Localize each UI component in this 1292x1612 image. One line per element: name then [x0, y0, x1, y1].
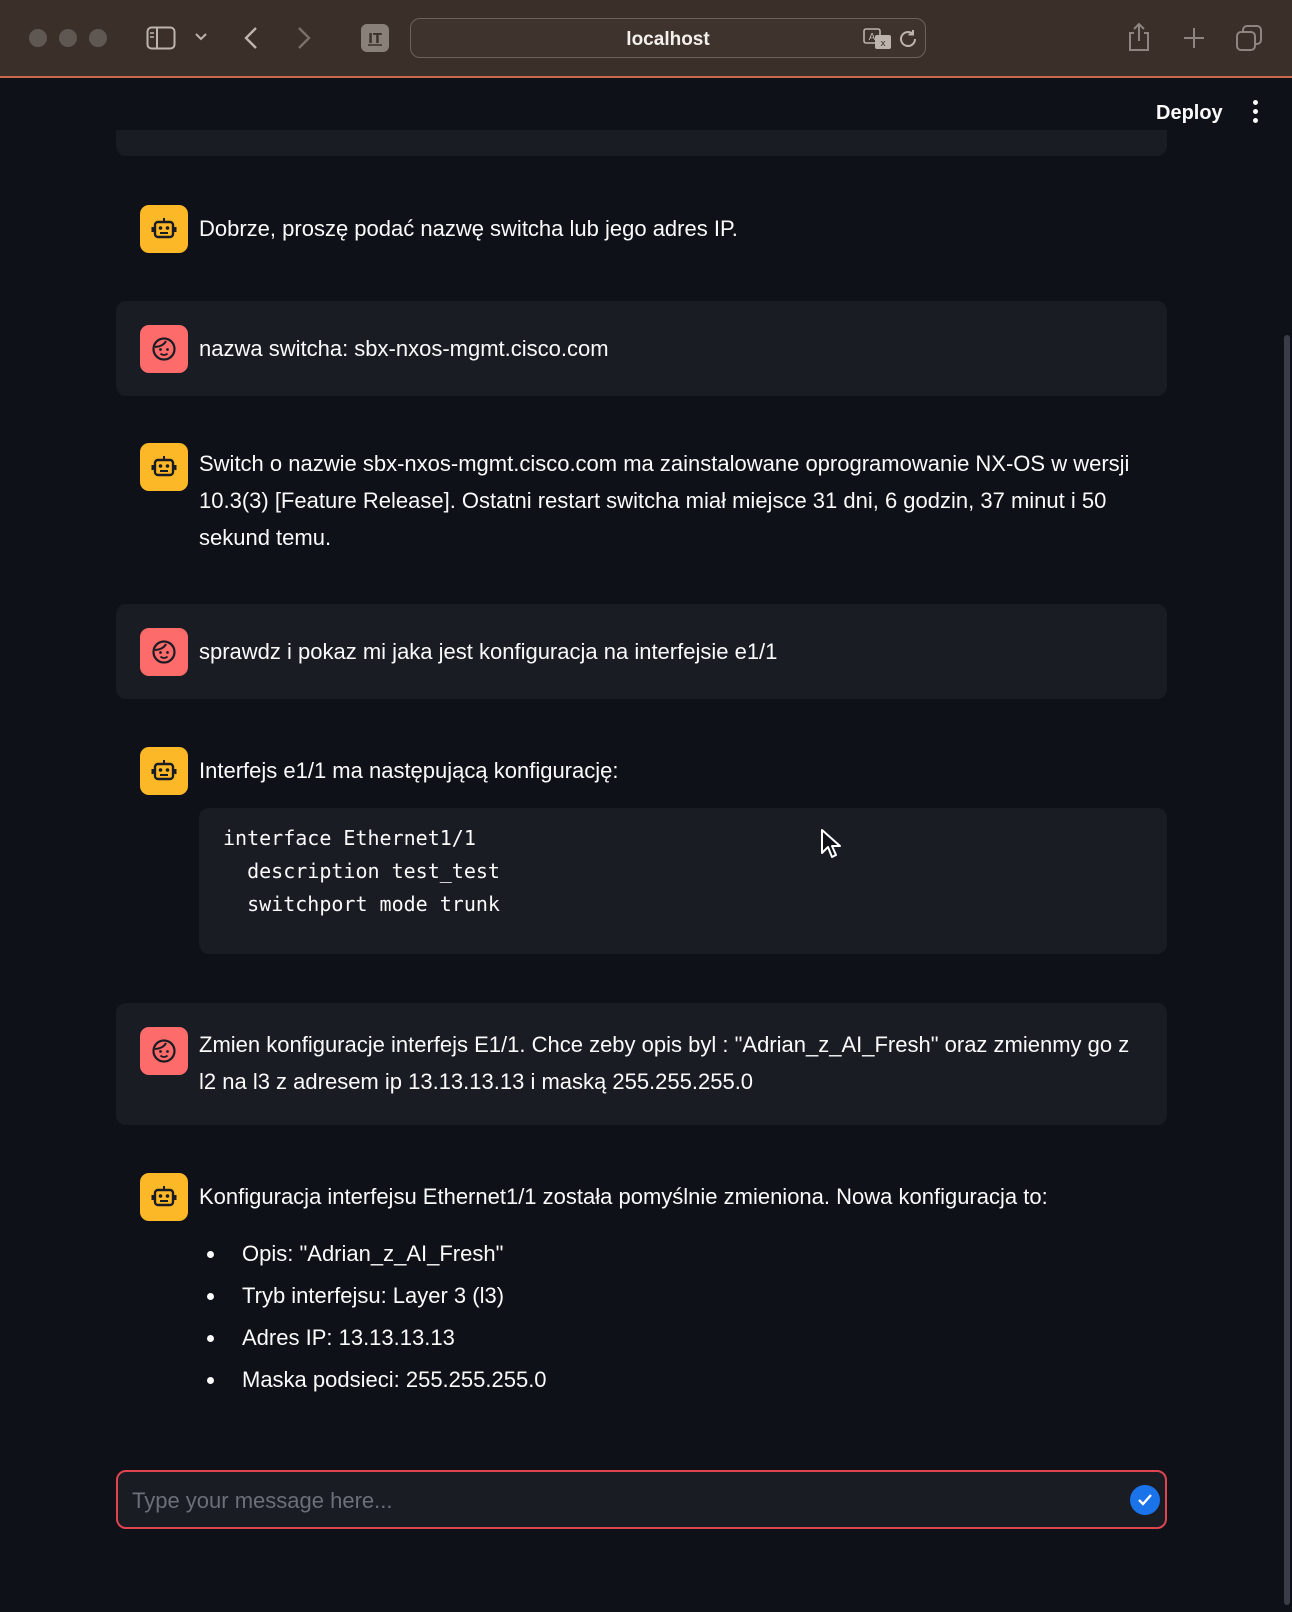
address-bar[interactable] — [410, 18, 926, 58]
user-avatar-icon — [140, 628, 188, 676]
forward-arrow-icon[interactable] — [296, 26, 312, 50]
list-item: Adres IP: 13.13.13.13 — [199, 1317, 1143, 1359]
send-button[interactable] — [1130, 1485, 1160, 1515]
code-block — [199, 808, 1167, 954]
reader-mode-icon[interactable] — [361, 24, 389, 52]
code-line: interface Ethernet1/1 — [223, 826, 476, 850]
chat-message-user — [116, 301, 1167, 396]
new-tab-icon[interactable] — [1182, 26, 1206, 50]
bot-avatar-icon — [140, 1173, 188, 1221]
window-close-button[interactable] — [29, 29, 47, 47]
svg-text:IT: IT — [368, 32, 382, 47]
message-text: sprawdz i pokaz mi jaka jest konfiguracja na interfejsie e1/1 — [199, 639, 778, 664]
chat-message-assistant — [116, 192, 1167, 264]
window-zoom-button[interactable] — [89, 29, 107, 47]
bot-avatar-icon — [140, 747, 188, 795]
code-line: description test_test — [223, 859, 500, 883]
translate-icon[interactable] — [863, 28, 893, 50]
list-item: Opis: "Adrian_z_AI_Fresh" — [199, 1233, 1143, 1275]
bot-avatar-icon — [140, 205, 188, 253]
reload-icon[interactable] — [897, 28, 919, 50]
code-line: switchport mode trunk — [223, 892, 500, 916]
browser-toolbar — [0, 0, 1292, 78]
message-text: Interfejs e1/1 ma następującą konfigurację: — [199, 758, 619, 783]
previous-message-fragment — [116, 130, 1167, 156]
message-text: Konfiguracja interfejsu Ethernet1/1 została pomyślnie zmieniona. Nowa konfiguracja to: — [199, 1184, 1048, 1209]
list-item: Maska podsieci: 255.255.255.0 — [199, 1359, 1143, 1401]
chevron-down-icon[interactable] — [194, 32, 208, 42]
user-avatar-icon — [140, 1027, 188, 1075]
deploy-button[interactable]: Deploy — [1156, 102, 1223, 124]
bullet-list — [199, 1233, 1143, 1401]
message-text: nazwa switcha: sbx-nxos-mgmt.cisco.com — [199, 336, 609, 361]
user-avatar-icon — [140, 325, 188, 373]
main-menu-icon[interactable] — [1252, 100, 1260, 127]
scrollbar[interactable] — [1284, 335, 1290, 1605]
mouse-pointer-icon — [820, 828, 842, 865]
chat-message-assistant — [116, 430, 1167, 580]
window-minimize-button[interactable] — [59, 29, 77, 47]
checkmark-icon — [1137, 1493, 1153, 1507]
message-text: Switch o nazwie sbx-nxos-mgmt.cisco.com ma zainstalowane oprogramowanie NX-OS w wersji 10.3(3) [Feature Release]. Ostatni restart switcha miał miejsce 31 dni, 6 godzin, 37 minut i 50 sekund temu. — [199, 451, 1130, 550]
chat-message-user — [116, 604, 1167, 699]
chat-message-assistant — [116, 1172, 1167, 1402]
message-text: Zmien konfiguracje interfejs E1/1. Chce zeby opis byl : "Adrian_z_AI_Fresh" oraz zmienmy go z l2 na l3 z adresem ip 13.13.13.13 i maską 255.255.255.0 — [199, 1032, 1130, 1094]
back-arrow-icon[interactable] — [243, 26, 259, 50]
sidebar-toggle-icon[interactable] — [146, 26, 176, 50]
bot-avatar-icon — [140, 443, 188, 491]
share-icon[interactable] — [1127, 22, 1151, 52]
chat-message-assistant — [116, 746, 1167, 956]
chat-message-user — [116, 1003, 1167, 1125]
tab-overview-icon[interactable] — [1235, 24, 1263, 52]
chat-message-input[interactable] — [130, 1472, 1094, 1529]
message-text: Dobrze, proszę podać nazwę switcha lub jego adres IP. — [199, 216, 738, 241]
chat-input-container — [116, 1470, 1167, 1529]
svg-text:A: A — [868, 32, 876, 43]
svg-text:x: x — [880, 39, 886, 49]
list-item: Tryb interfejsu: Layer 3 (l3) — [199, 1275, 1143, 1317]
url-text: localhost — [626, 29, 710, 50]
